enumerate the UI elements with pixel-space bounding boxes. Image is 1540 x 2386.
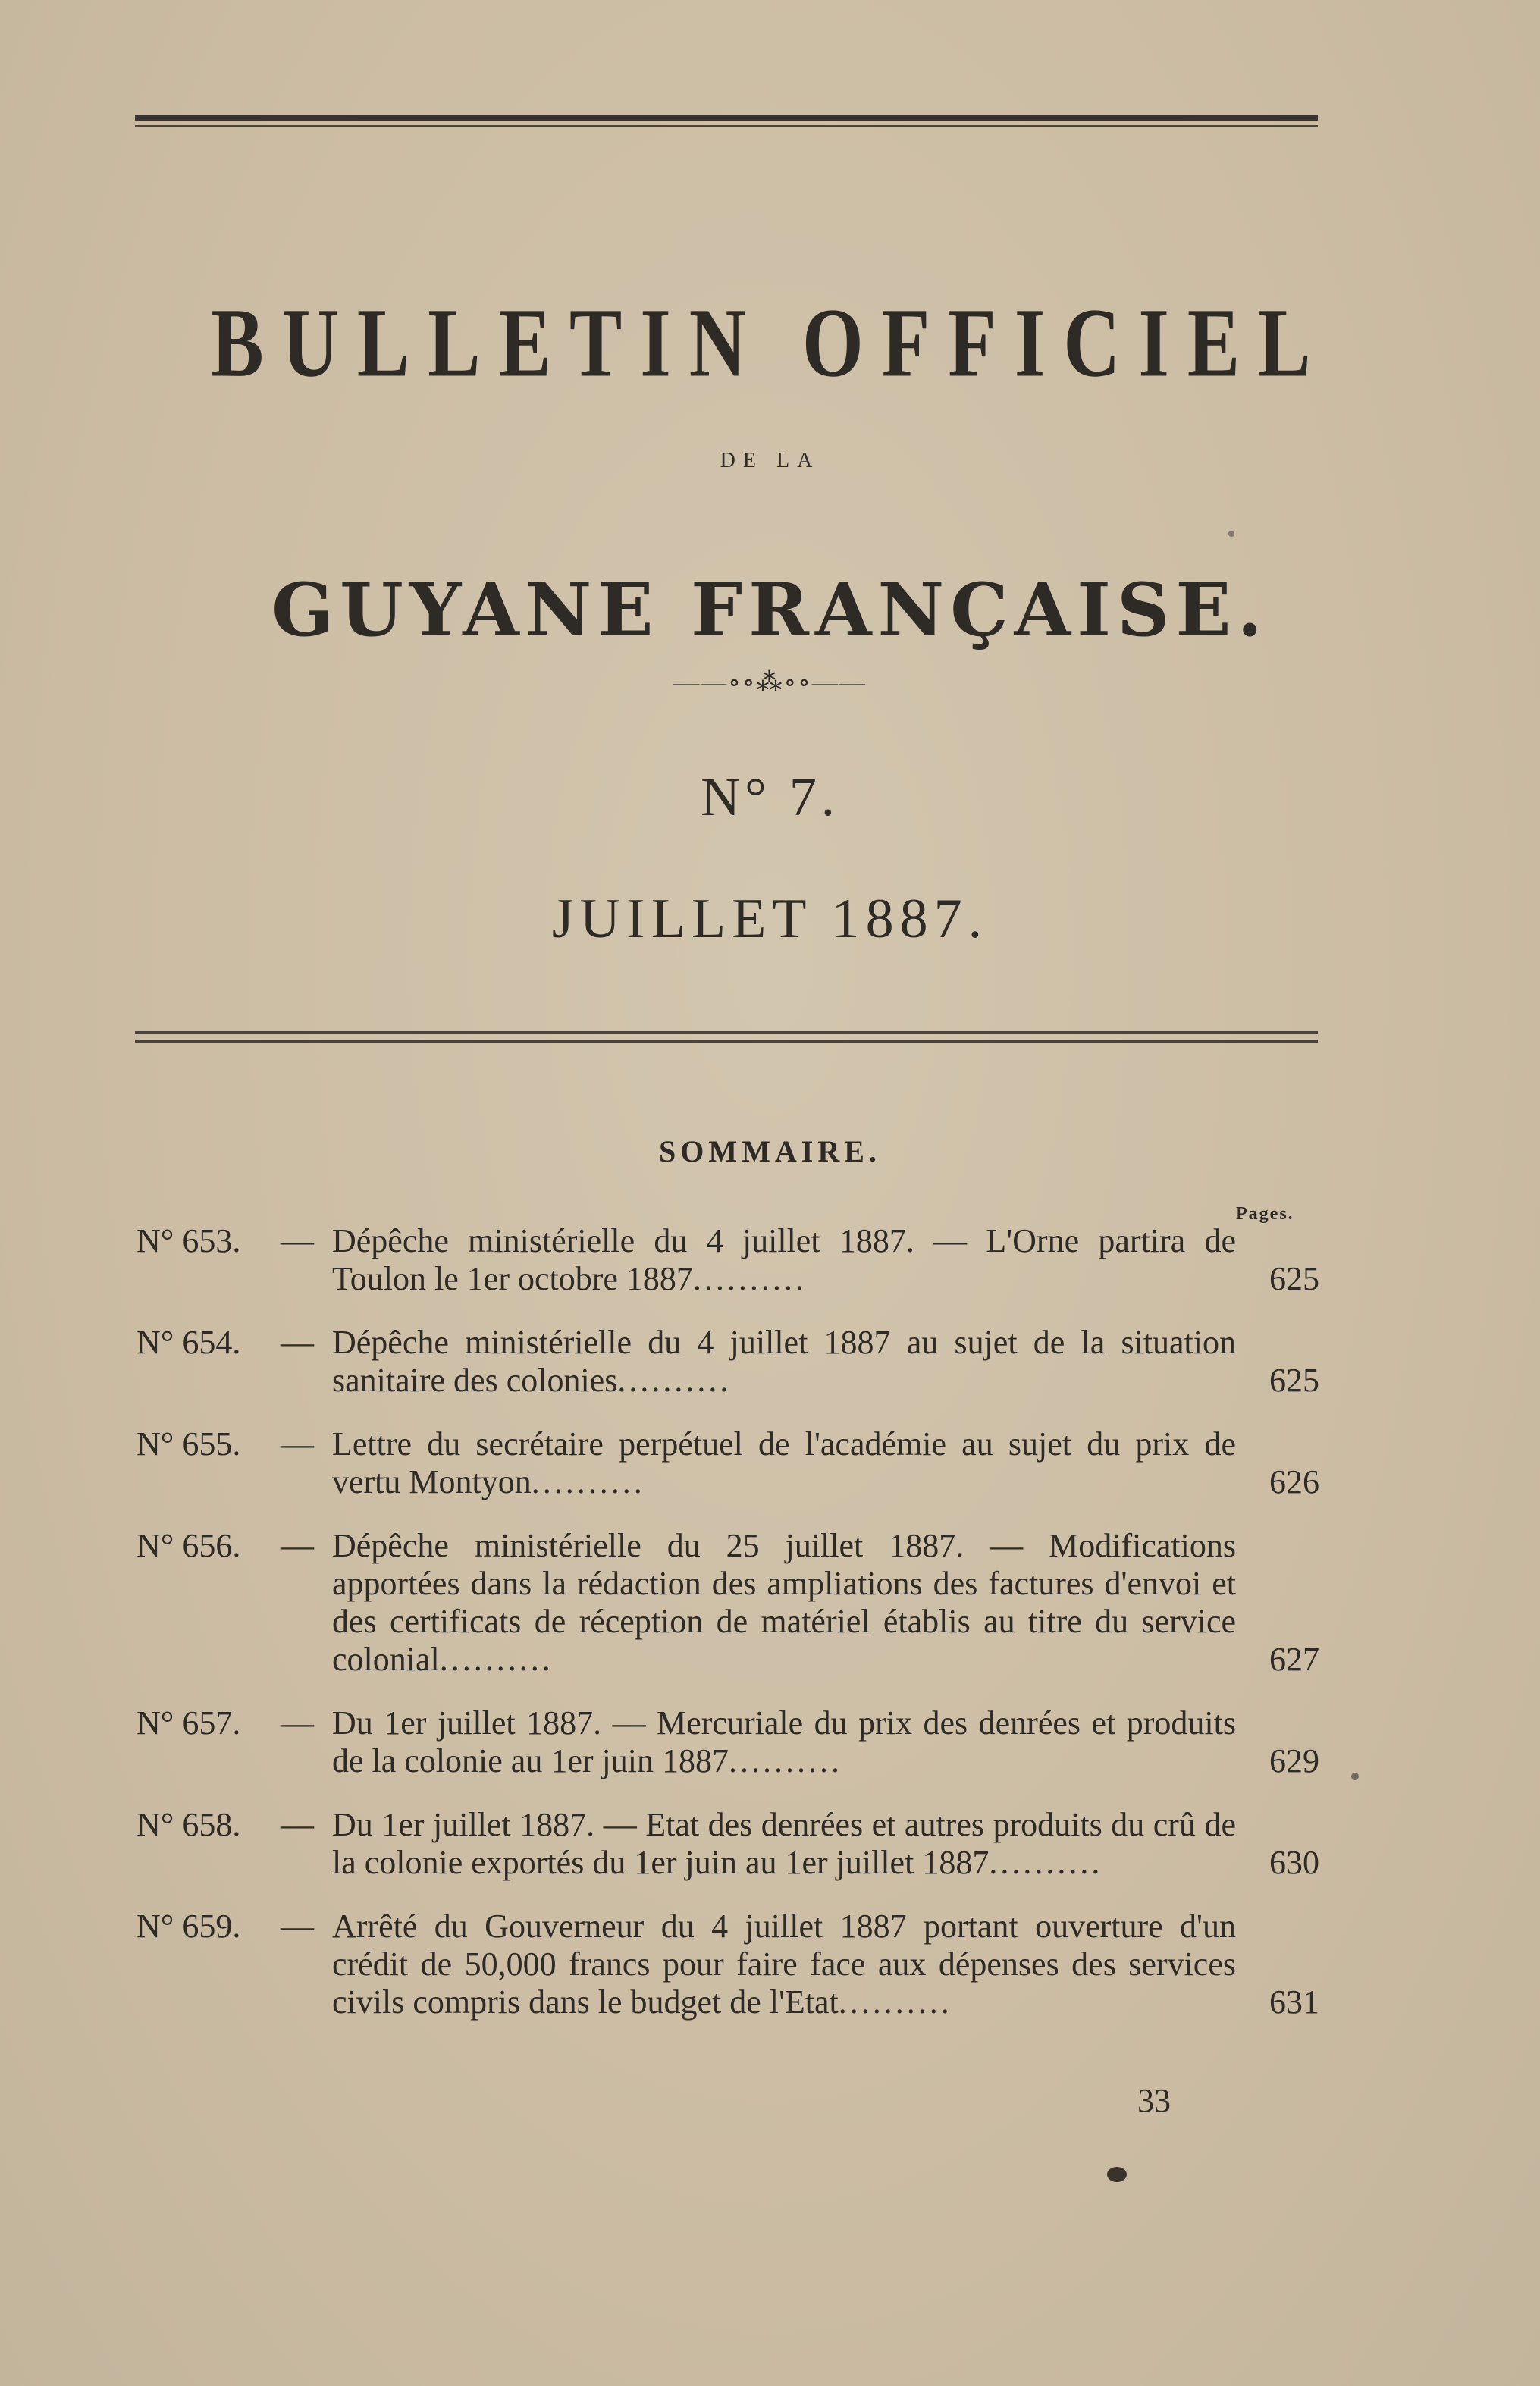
entry-dash: — [281, 1324, 314, 1361]
toc-entry [136, 1425, 1319, 1501]
entry-page: 629 [1269, 1742, 1319, 1779]
entry-text: Dépêche ministérielle du 4 juillet 1887 au sujet de la situation sanitaire des colonies [332, 1324, 1236, 1399]
toc-entry [136, 1908, 1319, 2021]
entry-page: 631 [1269, 1983, 1319, 2021]
leader-dots: .......... [531, 1463, 645, 1500]
middle-rule [135, 1031, 1318, 1046]
toc-entry [136, 1704, 1319, 1780]
table-of-contents [136, 1222, 1319, 2047]
entry-dash: — [281, 1527, 314, 1564]
entry-number: N° 658. [136, 1806, 241, 1843]
entry-dash: — [281, 1908, 314, 1945]
ink-spot [1351, 1773, 1359, 1780]
entry-text: Du 1er juillet 1887. — Etat des denrées et autres produits du crû de la colonie exportés du 1er juin au 1er juillet 1887 [332, 1806, 1236, 1881]
entry-dash: — [281, 1704, 314, 1742]
toc-entry [136, 1222, 1319, 1298]
title-guyane-francaise: GUYANE FRANÇAISE. [271, 567, 1269, 653]
issue-number: N° 7. [701, 767, 839, 827]
summary-heading: SOMMAIRE. [659, 1134, 881, 1168]
issue-date: JUILLET 1887. [551, 888, 989, 950]
entry-text: Dépêche ministérielle du 25 juillet 1887. — Modifications apportées dans la rédaction des ampliations des factures d'envoi et des certificats de réception de matériel établis au titre du service colonial [332, 1527, 1236, 1678]
leader-dots: .......... [617, 1362, 732, 1399]
leader-dots: .......... [439, 1641, 554, 1678]
entry-page: 625 [1269, 1260, 1319, 1297]
leader-dots: .......... [838, 1983, 952, 2021]
leader-dots: .......... [692, 1260, 807, 1297]
entry-dash: — [281, 1425, 314, 1463]
entry-number: N° 657. [136, 1704, 241, 1742]
toc-entry [136, 1324, 1319, 1400]
ornament-divider: ——∘∘⁂∘∘—— [673, 669, 867, 697]
entry-page: 626 [1269, 1463, 1319, 1500]
entry-text: Dépêche ministérielle du 4 juillet 1887. — L'Orne partira de Toulon le 1er octobre 1887 [332, 1222, 1236, 1297]
title-de-la: DE LA [720, 449, 820, 472]
entry-number: N° 655. [136, 1425, 241, 1463]
ink-spot [1228, 531, 1234, 537]
entry-number: N° 659. [136, 1908, 241, 1945]
toc-entry [136, 1806, 1319, 1882]
entry-number: N° 653. [136, 1222, 241, 1259]
entry-text: Arrêté du Gouverneur du 4 juillet 1887 portant ouverture d'un crédit de 50,000 francs pour faire face aux dépenses des services civils compris dans le budget de l'Etat [332, 1908, 1236, 2021]
top-rule [135, 115, 1318, 127]
entry-number: N° 654. [136, 1324, 241, 1361]
entry-dash: — [281, 1806, 314, 1843]
entry-page: 625 [1269, 1362, 1319, 1399]
entry-page: 627 [1269, 1641, 1319, 1678]
entry-text: Lettre du secrétaire perpétuel de l'académie au sujet du prix de vertu Montyon [332, 1425, 1236, 1500]
leader-dots: .......... [728, 1742, 842, 1779]
title-bulletin-officiel: BULLETIN OFFICIEL [211, 288, 1329, 398]
toc-entry [136, 1527, 1319, 1679]
pages-column-label: Pages. [1236, 1204, 1294, 1224]
entry-text: Du 1er juillet 1887. — Mercuriale du prix des denrées et produits de la colonie au 1er juin 1887 [332, 1704, 1236, 1779]
entry-dash: — [281, 1222, 314, 1259]
ink-spot [1107, 2167, 1127, 2182]
leader-dots: .......... [989, 1844, 1103, 1881]
page-folio-number: 33 [1137, 2082, 1171, 2119]
entry-number: N° 656. [136, 1527, 241, 1564]
entry-page: 630 [1269, 1844, 1319, 1881]
